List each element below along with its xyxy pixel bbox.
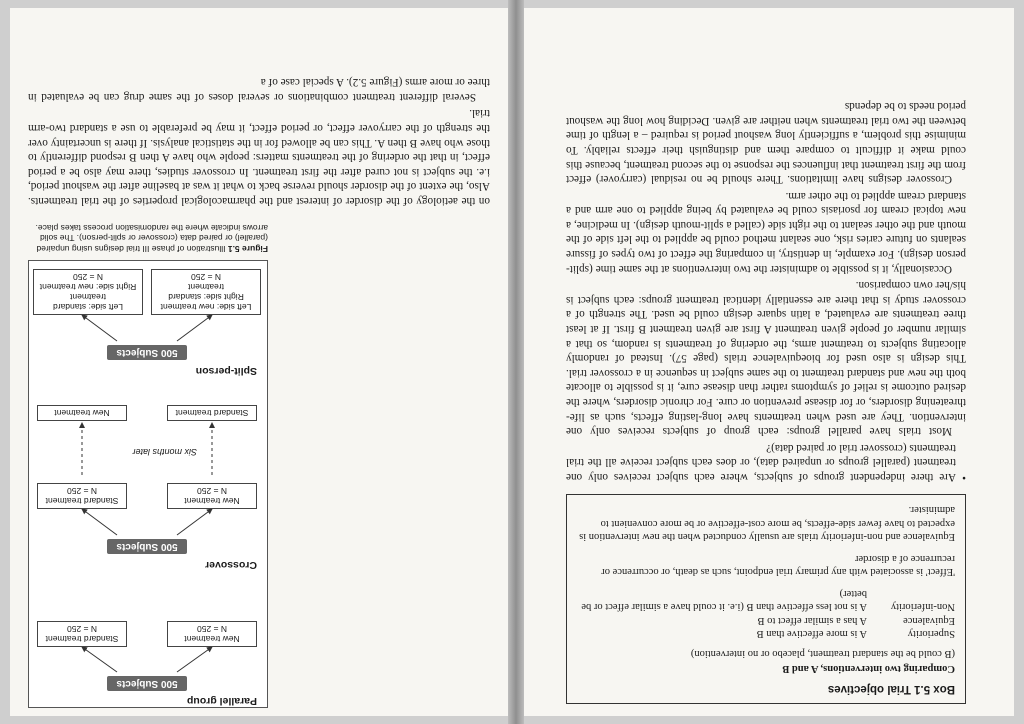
paragraph: Crossover designs have limitations. There should be no residual (carryover) effect from the first treatment that influences the response to the second treatment, because this could make it difficult to compare them and distinguish their effects reliably. To minimise this problem, a sufficiently long washout period is required – a length of time between the two trial treatments when neither are given. Deciding how long the washout period needs to be depends	[566, 100, 966, 186]
subjects-box: 500 Subjects	[107, 539, 187, 554]
subjects-box: 500 Subjects	[107, 345, 187, 360]
effect-note: 'Effect' is associated with any primary trial endpoint, such as death, or occurrence or recurrence of a disorder	[601, 553, 955, 578]
arm-box: Left side: standard treatment Right side: new treatment N = 250	[33, 269, 143, 315]
def-row: Non-inferiority A is not less effective than B (i.e. it could have a similar effect or be better)	[581, 588, 955, 613]
figure-caption	[28, 223, 268, 255]
six-months-later-label: Six months later	[132, 447, 197, 457]
paragraph: Several different treatment combinations or several doses of the same drug can be evaluated in three or more arms (Figure 5.2). A special case of a	[28, 76, 490, 103]
figure-caption-label: Figure 5.1	[227, 244, 268, 254]
arm-box: Standard treatment	[167, 405, 257, 421]
arrow	[177, 509, 212, 535]
paragraph: on the aetiology of the disorder of interest and the pharmacological properties of the trial treatments. Also, the extent of the disorder should reverse back to what it was at baseline after the washout period, i.e. the subject is not cured after the first treatment. In crossover studies, there may also be a period effect, in that the ordering of the treatments matters: people who have A then B respond differently to those who have B then A. This can be allowed for in the statistical analysis. If there is uncertainty over the strength of the carryover effect, or period effect, it may be preferable to use a standard two-arm trial.	[28, 107, 490, 207]
arm-box: Left side: new treatment Right side: standard treatment N = 250	[151, 269, 261, 315]
arrow	[82, 315, 117, 341]
arm-box: New treatment	[37, 405, 127, 421]
arm-box: Standard treatment N = 250	[37, 621, 127, 647]
equivalence-note: Equivalence and non-inferiority trials are usually conducted when the new intervention is expected to have fewer side-effects, be more cost-effective or be more convenient to administer.	[579, 504, 955, 543]
bullet-question: • Are there independent groups of subjects, where each subject receives only one treatment (parallel groups or unpaired data), or does each subject receive all the trial treatments (crossover trial or paired data)?	[566, 440, 966, 484]
right-body-text	[28, 73, 490, 208]
subjects-box: 500 Subjects	[107, 676, 187, 691]
box-trial-objectives	[566, 494, 966, 704]
def-row: Superiority A is more effective than B	[756, 628, 955, 640]
panel-title: Split-person	[195, 365, 257, 377]
paragraph: Most trials have parallel groups: each group of subjects receives only one intervention. They are used when treatments have long-lasting effects, such as life-threatening disorders, or for disease prevention or cure. For chronic disorders, where the desired outcome is relief of symptoms rather than disease cure, it is possible to allocate both the new and standard treatment to the same subject in sequence in a crossover trial. This design is also used for bioequivalence trials (page 57). Instead of randomly allocating subjects to treatment arms, the ordering of treatments is random, so that a similar number of people given treatment A first are given treatment B first. If at least three treatments are evaluated, a latin square design could be used. The strength of a crossover study is that there are essentially identical treatment groups: each subject is his/her own comparison.	[566, 279, 966, 438]
left-body-text	[566, 97, 966, 484]
arrow	[177, 647, 212, 672]
figure-caption-text: Illustration of phase III trial designs using unpaired (parallel) or paired data (crossover or split-person). The solid arrows indicate where the randomisation process takes place.	[35, 223, 268, 254]
def-row: Equivalence A has a similar effect to B	[757, 615, 955, 626]
arm-box: New treatment N = 250	[167, 621, 257, 647]
arm-box: New treatment N = 250	[167, 483, 257, 509]
arrow	[177, 315, 212, 341]
arrow	[82, 647, 117, 672]
paragraph: Occasionally, it is possible to administer the two interventions at the same time (split-person design). For example, in dentistry, in comparing the effect of two types of fissure sealants on future caries risk, one sealant method could be applied to the left side of the mouth and the other sealant to the right side (called a split-mouth design). In medicine, a new topical cream for psoriasis could be evaluated by being applied to one arm and a standard cream applied to the other arm.	[566, 189, 966, 275]
left-page	[524, 8, 1014, 716]
arm-box: Standard treatment N = 250	[37, 483, 127, 509]
figure-trial-designs	[28, 260, 268, 708]
box-note: (B could be the standard treatment, placebo or no intervention)	[690, 648, 955, 659]
panel-title: Parallel group	[186, 695, 257, 707]
box-title: Box 5.1 Trial objectives	[827, 683, 955, 695]
book-gutter	[508, 0, 524, 724]
right-page	[10, 8, 508, 716]
box-subtitle: Comparing two interventions, A and B	[782, 663, 955, 675]
arrow	[82, 509, 117, 535]
panel-title: Crossover	[205, 559, 257, 571]
